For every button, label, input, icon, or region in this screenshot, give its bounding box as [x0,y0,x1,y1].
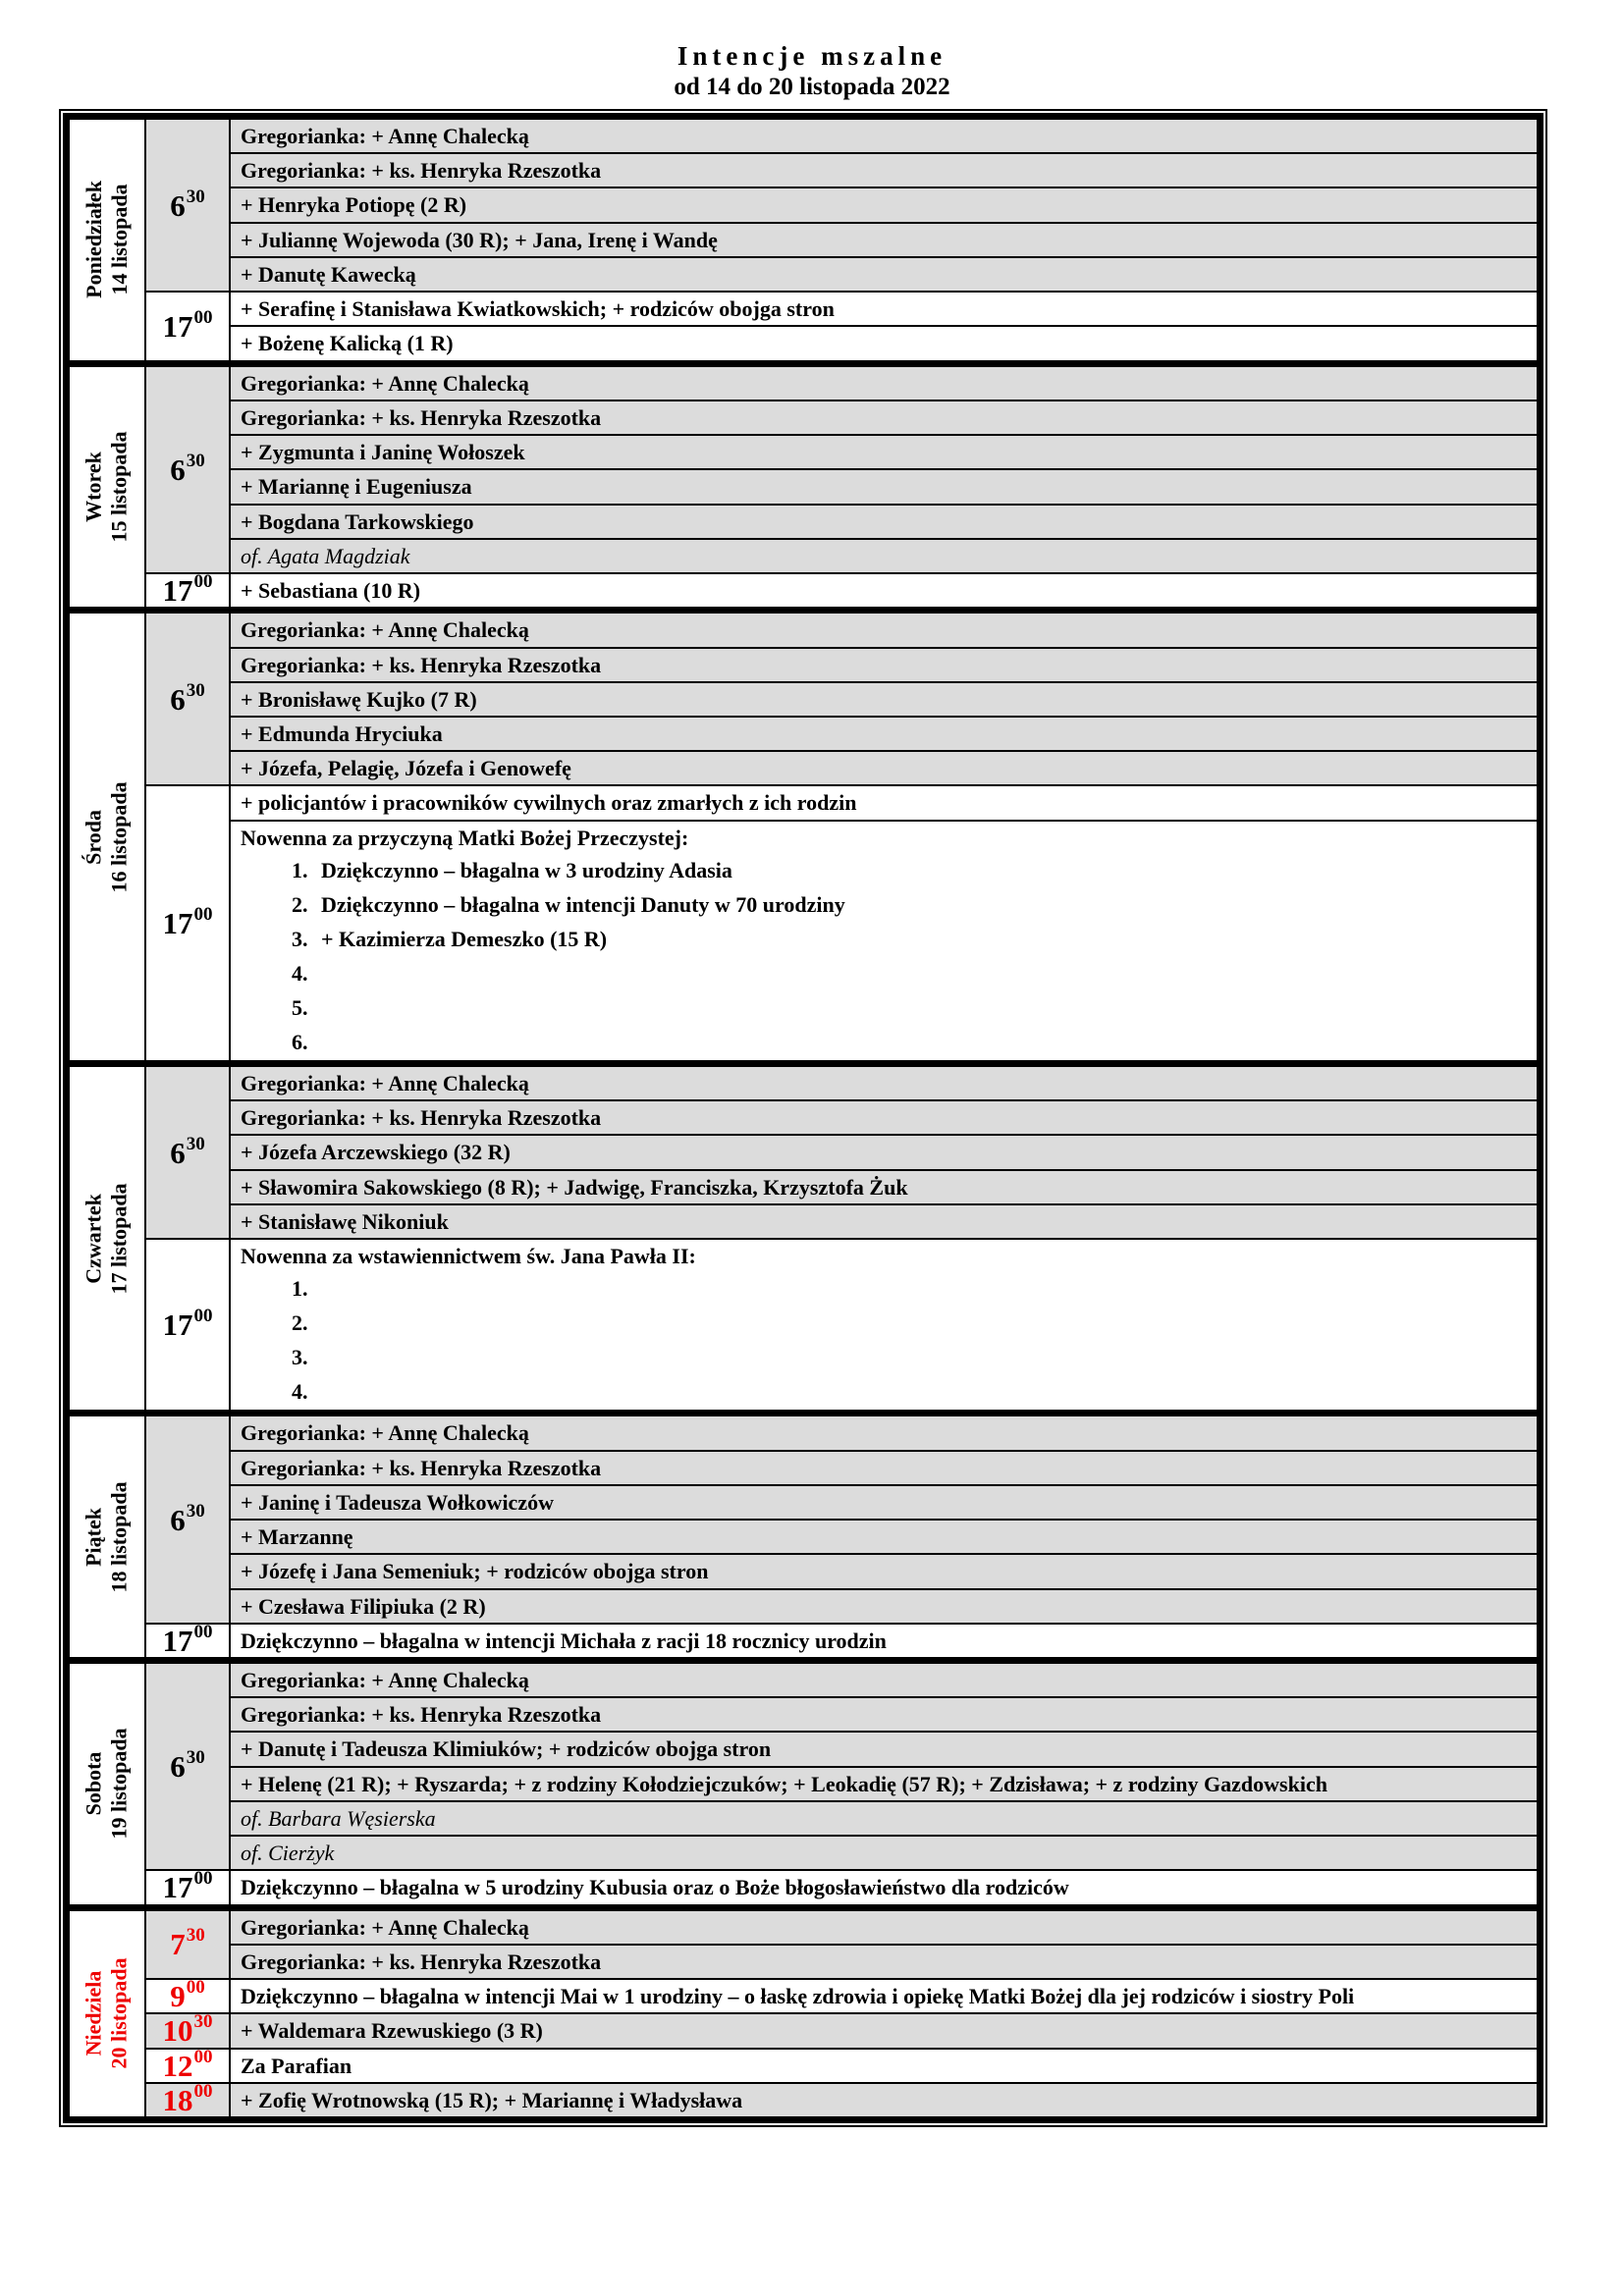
intention-text: Gregorianka: + ks. Henryka Rzeszotka [241,1702,602,1728]
mass-time [146,2046,231,2083]
day-date: 18 listopada [107,1481,132,1593]
day-block [70,1060,1537,1410]
day-block [70,120,1537,360]
intention-item [231,1203,1537,1238]
day-slots [146,1067,1537,1410]
day-label [81,1183,133,1294]
time-minutes: 00 [193,306,213,328]
intentions-list [231,1664,1537,1869]
intention-item [231,750,1537,784]
intention-text: + Danutę i Tadeusza Klimiuków; + rodziców obojga stron [241,1736,772,1762]
intention-text: + Józefa, Pelagię, Józefa i Genowefę [241,756,571,781]
list-number: 6. [292,1029,308,1054]
intention-item [231,1664,1537,1696]
intention-item [231,256,1537,291]
intention-text: + Bogdana Tarkowskiego [241,508,474,534]
time-minutes: 00 [193,1621,213,1642]
mass-time [146,2011,231,2049]
mass-slot [146,1623,1537,1657]
time-minutes: 30 [186,1500,205,1522]
time-minutes: 30 [186,1747,205,1769]
novena-list-item [241,922,1527,956]
intention-text: + Zofię Wrotnowską (15 R); + Mariannę i Władysława [241,2087,743,2112]
list-item-text: Dziękczynno – błagalna w 3 urodziny Adasia [321,857,732,882]
intention-text: + Bożenę Kalicką (1 R) [241,331,454,356]
novena-list-item [241,1306,1527,1340]
day-date: 16 listopada [107,781,132,893]
list-number: 3. [292,926,308,951]
intention-item [231,1588,1537,1623]
mass-time [146,1664,231,1869]
intention-item [231,1134,1537,1168]
intention-item [231,2050,1537,2082]
intention-item [231,1800,1537,1835]
intention-item [231,1099,1537,1134]
schedule-table-body [63,113,1543,2123]
intention-text: + Waldemara Rzewuskiego (3 R) [241,2018,543,2044]
day-block [70,1410,1537,1657]
intention-text: Dziękczynno – błagalna w 5 urodziny Kubusia oraz o Boże błogosławieństwo dla rodziców [241,1875,1069,1900]
time-minutes: 00 [186,1977,205,1999]
mass-time [146,1911,231,1978]
novena-list-item [241,887,1527,922]
day-date: 20 listopada [107,1957,132,2069]
intention-text: + Marzannę [241,1524,353,1550]
page-title [0,41,1624,101]
intentions-list [231,1871,1537,1903]
day-slots [146,1416,1537,1657]
intention-item [231,716,1537,750]
intentions-list [231,2014,1537,2047]
day-block [70,1657,1537,1904]
day-name: Wtorek [81,452,107,522]
time-minutes: 00 [193,1306,213,1327]
intention-item [231,1625,1537,1657]
intention-text: Gregorianka: + ks. Henryka Rzeszotka [241,158,602,184]
intention-text: Nowenna za przyczyną Matki Bożej Przeczystej: [241,825,689,850]
intention-item [231,434,1537,468]
intention-item [231,2014,1537,2047]
intention-text: + Józefę i Jana Semeniuk; + rodziców obojga stron [241,1559,709,1584]
intention-item [231,152,1537,187]
intention-text: + Czesława Filipiuka (2 R) [241,1593,486,1619]
mass-slot [146,2082,1537,2116]
day-name: Piątek [81,1507,107,1567]
time-hour: 17 [162,573,193,609]
intention-text: Gregorianka: + ks. Henryka Rzeszotka [241,1105,602,1131]
day-block [70,1904,1537,2116]
intention-item [231,1696,1537,1731]
day-date: 19 listopada [107,1728,132,1840]
intention-text: + Sławomira Sakowskiego (8 R); + Jadwigę, Franciszka, Krzysztofa Żuk [241,1174,908,1200]
intention-item [231,1450,1537,1484]
intentions-list [231,367,1537,572]
intention-item [231,120,1537,152]
time-hour: 6 [170,452,186,487]
mass-time [146,120,231,291]
intention-item [231,614,1537,646]
intentions-list [231,2050,1537,2082]
intention-text: + Józefa Arczewskiego (32 R) [241,1140,511,1165]
time-hour: 10 [162,2013,193,2049]
day-date: 15 listopada [107,431,132,543]
time-hour: 6 [170,681,186,717]
day-cell [70,367,146,608]
intentions-list [231,786,1537,1059]
list-number: 1. [292,1276,308,1302]
intention-item [231,538,1537,572]
intention-item [231,2084,1537,2116]
time-hour: 18 [162,2082,193,2117]
intention-item [231,681,1537,716]
intention-item [231,786,1537,819]
day-label [81,1481,133,1592]
intention-item [231,647,1537,681]
list-number: 2. [292,891,308,917]
intention-item [231,1484,1537,1519]
mass-slot [146,2012,1537,2047]
mass-slot [146,1911,1537,1978]
intention-text: of. Agata Magdziak [241,543,410,568]
time-minutes: 30 [186,679,205,701]
time-hour: 17 [162,1870,193,1905]
mass-slot [146,572,1537,607]
intention-text: Nowenna za wstawiennictwem św. Jana Pawła II: [241,1244,696,1269]
intention-text: + Danutę Kawecką [241,261,416,287]
mass-slot [146,120,1537,291]
day-name: Środa [81,809,107,865]
mass-slot [146,1067,1537,1238]
list-number: 1. [292,857,308,882]
intention-text: Za Parafian [241,2053,352,2078]
intention-item [231,325,1537,359]
mass-time [146,1621,231,1658]
intention-text: + Serafinę i Stanisława Kwiatkowskich; + rodziców obojga stron [241,296,835,322]
time-minutes: 30 [186,1133,205,1154]
intention-text: + Janinę i Tadeusza Wołkowiczów [241,1489,554,1515]
time-hour: 6 [170,1749,186,1785]
time-minutes: 30 [186,450,205,471]
intention-text: Gregorianka: + ks. Henryka Rzeszotka [241,652,602,677]
mass-time [146,1416,231,1622]
intention-item [231,1553,1537,1587]
intention-item [231,1169,1537,1203]
list-item-text: Dziękczynno – błagalna w intencji Danuty w 70 urodziny [321,891,845,917]
mass-slot [146,1416,1537,1622]
intention-item [231,1980,1537,2012]
intentions-list [231,293,1537,359]
novena-list-item [241,956,1527,990]
intentions-list [231,614,1537,784]
intention-text: Gregorianka: + ks. Henryka Rzeszotka [241,1949,602,1974]
time-minutes: 00 [193,2080,213,2102]
time-minutes: 00 [193,2046,213,2067]
mass-slot [146,291,1537,359]
mass-slot [146,1978,1537,2012]
mass-slot [146,1664,1537,1869]
intention-item [231,400,1537,434]
intention-item [231,187,1537,221]
day-block [70,360,1537,608]
day-cell [70,1664,146,1904]
day-name: Niedziela [81,1970,107,2056]
time-hour: 12 [162,2048,193,2083]
day-label [81,1729,133,1840]
mass-slot [146,614,1537,784]
intention-text: Gregorianka: + ks. Henryka Rzeszotka [241,1455,602,1480]
intention-item [231,1240,1537,1410]
day-cell [70,120,146,360]
time-hour: 17 [162,1308,193,1343]
list-item-text: + Kazimierza Demeszko (15 R) [321,926,608,951]
day-cell [70,614,146,1060]
intention-item [231,222,1537,256]
day-slots [146,1664,1537,1904]
day-name: Poniedziałek [81,181,107,299]
intention-text: + Sebastiana (10 R) [241,578,421,604]
intentions-list [231,1980,1537,2012]
list-number: 4. [292,960,308,986]
intentions-list [231,1067,1537,1238]
time-hour: 17 [162,1623,193,1658]
intention-item [231,1519,1537,1553]
day-cell [70,1416,146,1657]
intention-item [231,1416,1537,1449]
intention-text: + policjantów i pracowników cywilnych oraz zmarłych z ich rodzin [241,790,857,816]
day-cell [70,1067,146,1410]
time-minutes: 00 [193,904,213,926]
intentions-list [231,574,1537,607]
intention-text: + Juliannę Wojewoda (30 R); + Jana, Irenę i Wandę [241,227,718,252]
day-slots [146,120,1537,360]
intention-text: Dziękczynno – błagalna w intencji Michała z racji 18 rocznicy urodzin [241,1628,887,1653]
intention-text: Gregorianka: + Annę Chalecką [241,370,529,396]
intention-text: + Henryka Potiopę (2 R) [241,192,467,218]
intention-text: Dziękczynno – błagalna w intencji Mai w 1 urodziny – o łaskę zdrowia i opiekę Matki Bożej dla jej rodziców i siostry Poli [241,1984,1355,2009]
time-minutes: 30 [186,1925,205,1947]
intention-item [231,1871,1537,1903]
mass-slot [146,367,1537,572]
mass-time [146,1067,231,1238]
mass-slot [146,2048,1537,2082]
day-cell [70,1911,146,2116]
list-number: 2. [292,1310,308,1336]
mass-time [146,293,231,359]
intentions-list [231,1240,1537,1410]
intention-item [231,468,1537,503]
mass-slot [146,1238,1537,1410]
mass-time [146,571,231,609]
intention-text: + Stanisławę Nikoniuk [241,1208,449,1234]
day-name: Sobota [81,1751,107,1816]
intentions-list [231,1416,1537,1622]
intention-text: + Edmunda Hryciuka [241,721,443,746]
schedule-title: Intencje mszalne [677,41,947,71]
intentions-list [231,120,1537,291]
intention-item [231,1835,1537,1869]
novena-list-item [241,1025,1527,1059]
mass-time [146,367,231,572]
intention-text: of. Cierżyk [241,1841,335,1866]
novena-list-item [241,1374,1527,1409]
mass-time [146,1977,231,2014]
intention-item [231,1067,1537,1099]
day-date: 14 listopada [107,184,132,295]
time-hour: 6 [170,1135,186,1170]
novena-list-item [241,1271,1527,1306]
list-number: 4. [292,1379,308,1405]
intention-item [231,820,1537,1060]
intention-text: + Mariannę i Eugeniusza [241,474,472,500]
mass-time [146,614,231,784]
list-number: 3. [292,1345,308,1370]
day-name: Czwartek [81,1193,107,1284]
time-hour: 17 [162,308,193,344]
intention-text: Gregorianka: + Annę Chalecką [241,1070,529,1095]
day-label [81,781,133,892]
time-minutes: 30 [186,186,205,207]
intention-text: of. Barbara Węsierska [241,1805,436,1831]
intentions-list [231,1625,1537,1657]
time-hour: 9 [170,1979,186,2014]
day-slots [146,614,1537,1060]
intention-text: + Helenę (21 R); + Ryszarda; + z rodziny Kołodziejczuków; + Leokadię (57 R); + Zdzisława; + z rodziny Gazdowskich [241,1771,1327,1796]
intention-item [231,1731,1537,1765]
intention-item [231,504,1537,538]
day-date: 17 listopada [107,1183,132,1295]
time-hour: 6 [170,187,186,223]
intention-text: Gregorianka: + Annę Chalecką [241,617,529,643]
intention-text: Gregorianka: + Annę Chalecką [241,1420,529,1446]
mass-time [146,2080,231,2117]
mass-slot [146,784,1537,1059]
intentions-list [231,1911,1537,1978]
schedule-date-range: od 14 do 20 listopada 2022 [674,74,950,100]
mass-time [146,786,231,1059]
intentions-list [231,2084,1537,2116]
mass-slot [146,1869,1537,1903]
time-minutes: 30 [193,2011,213,2033]
time-minutes: 00 [193,1868,213,1890]
time-minutes: 00 [193,571,213,593]
intention-item [231,293,1537,325]
novena-list-item [241,1340,1527,1374]
time-hour: 6 [170,1502,186,1537]
intention-text: + Bronisławę Kujko (7 R) [241,686,477,712]
day-label [81,181,133,298]
list-number: 5. [292,994,308,1020]
intention-item [231,574,1537,607]
mass-time [146,1868,231,1905]
time-hour: 7 [170,1927,186,1962]
schedule-table [59,109,1547,2127]
day-slots [146,367,1537,608]
intention-text: + Zygmunta i Janinę Wołoszek [241,440,525,465]
day-label [81,1958,133,2069]
intention-text: Gregorianka: + Annę Chalecką [241,1667,529,1692]
day-label [81,431,133,542]
day-slots [146,1911,1537,2116]
intention-item [231,367,1537,400]
novena-list-item [241,990,1527,1025]
intention-item [231,1766,1537,1800]
intention-text: Gregorianka: + Annę Chalecką [241,1914,529,1940]
mass-time [146,1240,231,1410]
intention-text: Gregorianka: + Annę Chalecką [241,124,529,148]
novena-list-item [241,853,1527,887]
day-block [70,607,1537,1060]
intention-text: Gregorianka: + ks. Henryka Rzeszotka [241,404,602,430]
time-hour: 17 [162,906,193,941]
intention-item [231,1911,1537,1944]
intention-item [231,1944,1537,1978]
